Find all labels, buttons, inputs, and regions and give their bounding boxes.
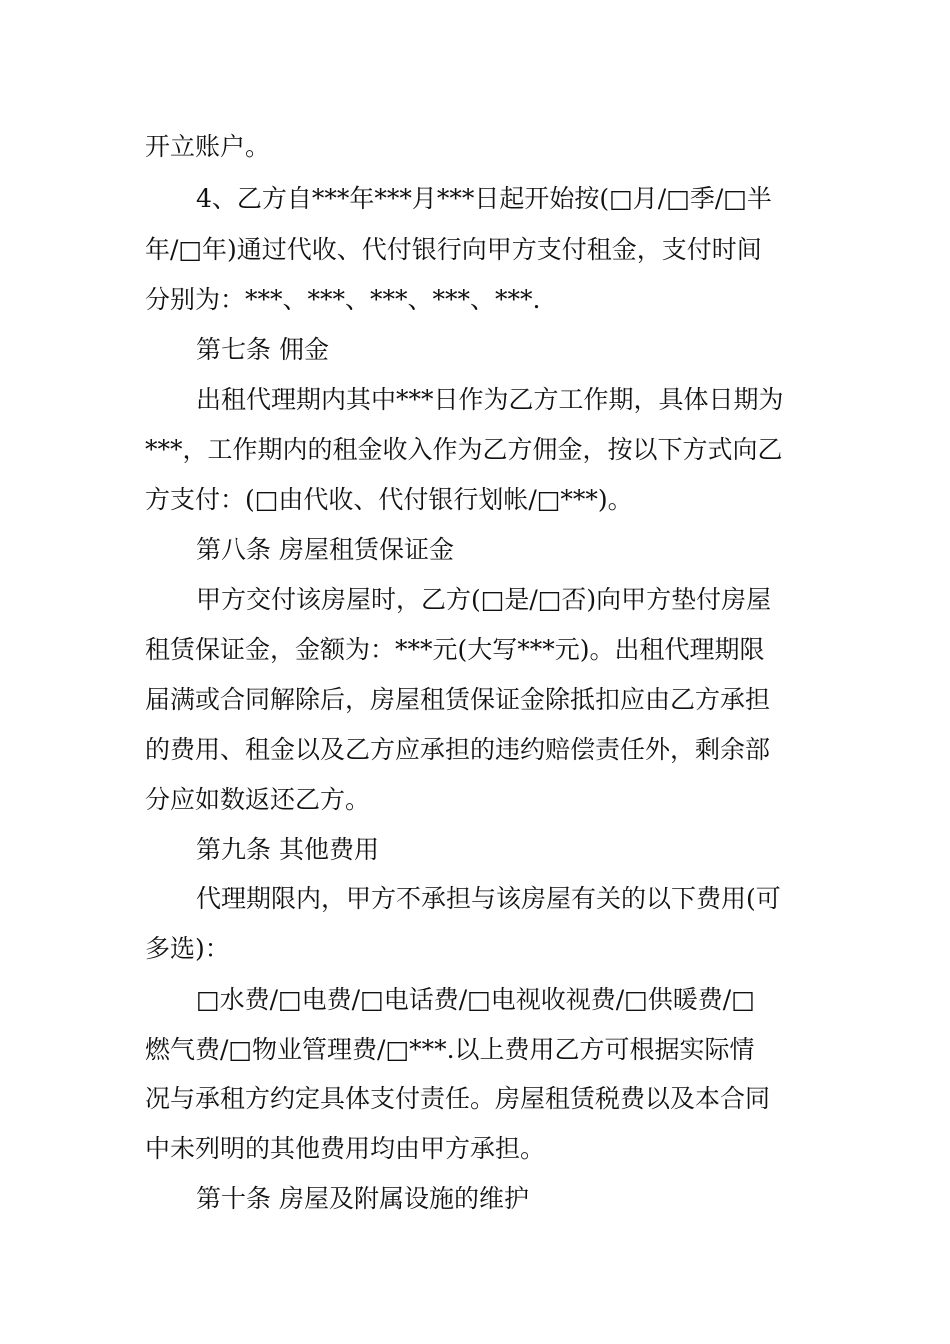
text-line: 分别为：***、***、***、***、***.	[145, 285, 541, 314]
text-line: 况与承租方约定具体支付责任。房屋租赁税费以及本合同	[145, 1084, 771, 1113]
text-line: 的费用、租金以及乙方应承担的违约赔偿责任外，剩余部	[145, 735, 771, 764]
section-heading: 第九条 其他费用	[196, 835, 379, 864]
section-heading: 第八条 房屋租赁保证金	[196, 535, 454, 564]
text-line: 租赁保证金，金额为：***元(大写***元)。出租代理期限	[145, 635, 765, 664]
text-line: 届满或合同解除后，房屋租赁保证金除抵扣应由乙方承担	[145, 685, 771, 714]
text-line: □水费/□电费/□电话费/□电视收视费/□供暖费/□	[196, 985, 755, 1014]
section-heading: 第七条 佣金	[196, 335, 329, 364]
text-line: 中未列明的其他费用均由甲方承担。	[145, 1134, 546, 1163]
text-line: 多选)：	[145, 934, 230, 963]
text-line: 开立账户。	[145, 132, 271, 161]
text-line: ***，工作期内的租金收入作为乙方佣金，按以下方式向乙	[145, 435, 783, 464]
text-line: 代理期限内，甲方不承担与该房屋有关的以下费用(可	[196, 884, 781, 913]
text-line: 分应如数返还乙方。	[145, 785, 371, 814]
text-line: 年/□年)通过代收、代付银行向甲方支付租金，支付时间	[145, 235, 762, 264]
text-line: 4、乙方自***年***月***日起开始按(□月/□季/□半	[196, 184, 772, 213]
text-line: 燃气费/□物业管理费/□***.以上费用乙方可根据实际情	[145, 1035, 755, 1064]
text-line: 方支付：(□由代收、代付银行划帐/□***)。	[145, 485, 633, 514]
text-line: 出租代理期内其中***日作为乙方工作期，具体日期为	[196, 385, 784, 414]
text-line: 甲方交付该房屋时，乙方(□是/□否)向甲方垫付房屋	[196, 585, 772, 614]
section-heading: 第十条 房屋及附属设施的维护	[196, 1184, 529, 1213]
